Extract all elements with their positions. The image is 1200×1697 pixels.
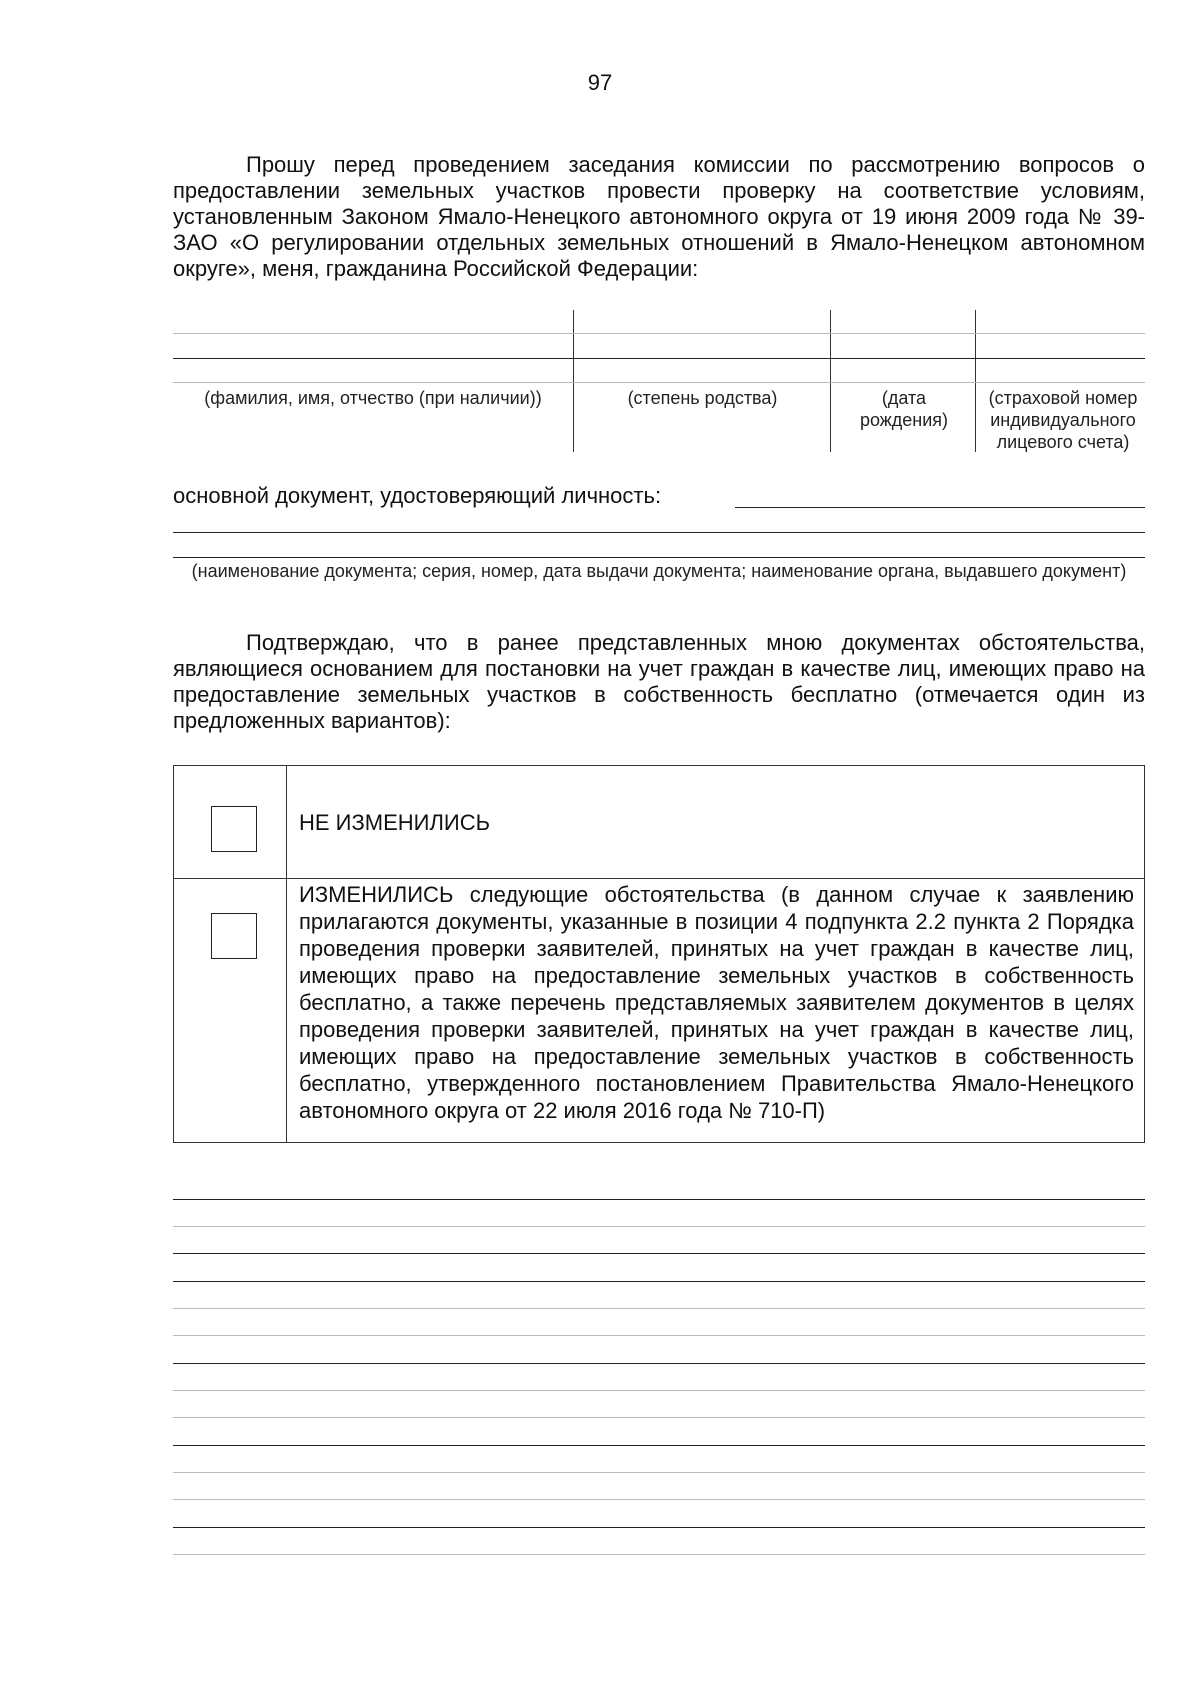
entry-line[interactable] [173,333,1145,334]
table-column-divider [830,310,831,452]
column-caption-snils: (страховой номер индивидуального лицевого счета) [988,388,1138,452]
identity-document-line[interactable] [173,557,1145,558]
entry-line[interactable] [173,358,1145,359]
blank-line[interactable] [173,1390,1145,1391]
identity-document-field[interactable] [735,507,1145,508]
table-column-divider [975,310,976,452]
blank-line[interactable] [173,1472,1145,1473]
entry-line[interactable] [173,382,1145,383]
option-changed-checkbox[interactable] [211,913,257,959]
options-column-divider [286,766,287,1142]
table-column-divider [573,310,574,452]
blank-line[interactable] [173,1199,1145,1200]
blank-line[interactable] [173,1445,1145,1446]
blank-line[interactable] [173,1554,1145,1555]
confirmation-paragraph: Подтверждаю, что в ранее представленных мною документах обстоятельства, являющиеся основанием для постановки на учет граждан в качестве лиц, имеющих право на предоставление земельных участков в собственность бесплатно (отмечается один из предложенных вариантов): [173,630,1145,733]
blank-line[interactable] [173,1363,1145,1364]
page-number: 97 [587,70,613,95]
identity-document-label: основной документ, удостоверяющий личность: [173,483,662,508]
options-row-divider [174,878,1144,879]
blank-line[interactable] [173,1253,1145,1254]
blank-line[interactable] [173,1417,1145,1418]
options-table [173,765,1145,1143]
option-changed-label: ИЗМЕНИЛИСЬ следующие обстоятельства (в данном случае к заявлению прилагаются документы, указанные в позиции 4 подпункта 2.2 пункта 2 Порядка проведения проверки заявителей, принятых на учет граждан в качестве лиц, имеющих право на предоставление земельных участков в собственность бесплатно, а также перечень представляемых заявителем документов в целях проведения проверки заявителей, принятых на учет граждан в качестве лиц, имеющих право на предоставление земельных участков в собственность бесплатно, утвержденного постановлением Правительства Ямало-Ненецкого автономного округа от 22 июля 2016 года № 710-П) [299,882,1134,1123]
option-not-changed-label: НЕ ИЗМЕНИЛИСЬ [299,810,491,835]
column-caption-birth-date: (дата рождения) [859,388,949,430]
blank-line[interactable] [173,1308,1145,1309]
intro-paragraph: Прошу перед проведением заседания комиссии по рассмотрению вопросов о предоставлении земельных участков провести проверку на соответствие условиям, установленным Законом Ямало-Ненецкого автономного округа от 19 июня 2009 года № 39-ЗАО «О регулировании отдельных земельных отношений в Ямало-Ненецком автономном округе», меня, гражданина Российской Федерации: [173,152,1145,281]
column-caption-relationship: (степень родства) [627,388,778,408]
option-not-changed-checkbox[interactable] [211,806,257,852]
blank-line[interactable] [173,1527,1145,1528]
blank-line[interactable] [173,1226,1145,1227]
blank-line[interactable] [173,1499,1145,1500]
blank-line[interactable] [173,1281,1145,1282]
column-caption-full-name: (фамилия, имя, отчество (при наличии)) [204,388,542,408]
identity-document-caption: (наименование документа; серия, номер, дата выдачи документа; наименование органа, выдавшего документ) [191,561,1127,581]
blank-line[interactable] [173,1335,1145,1336]
identity-document-line[interactable] [173,532,1145,533]
